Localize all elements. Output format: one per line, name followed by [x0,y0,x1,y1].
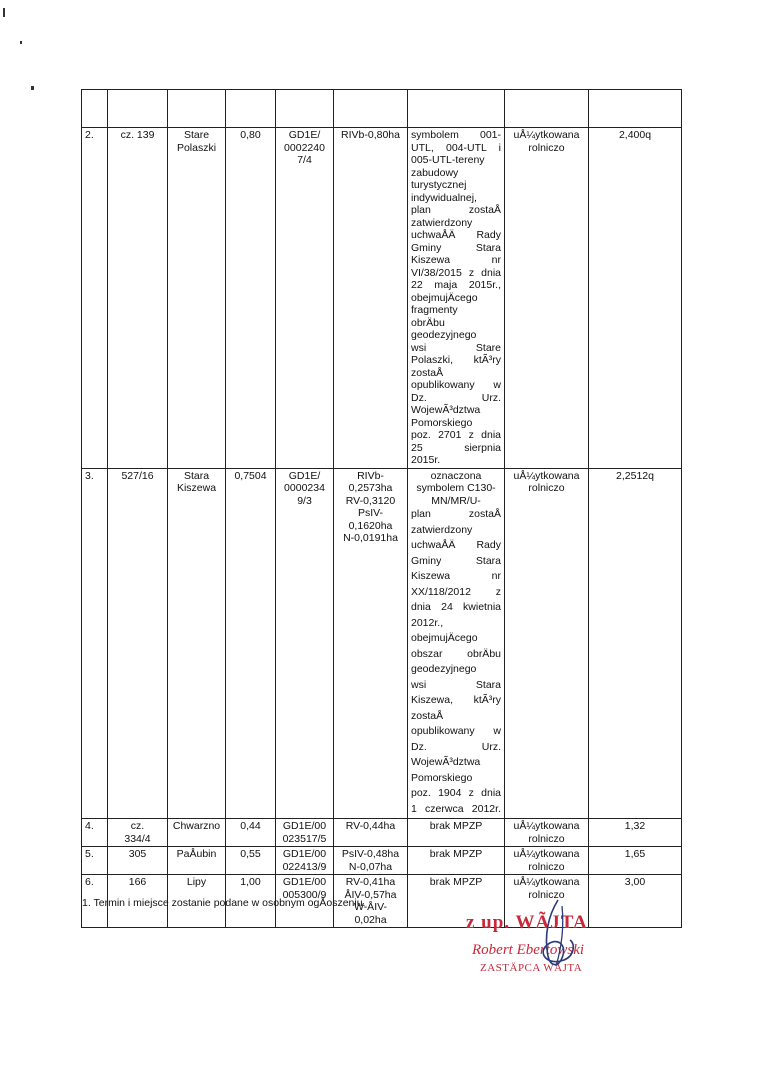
text-line: obrÄbu [411,316,445,329]
area-ha: 1,00 [226,875,276,928]
text-line: Dz. Urz. [411,391,501,404]
text-line: zostaÅ [411,366,444,379]
text-line: dnia 24 kwietnia [411,601,501,613]
soil-class: PsIV-0,48ha N-0,07ha [334,847,408,875]
text-line: fragmenty [411,304,458,316]
header-cell [334,90,408,128]
rent-value: 2,400q [589,128,682,469]
table-row [82,128,682,469]
land-register-number: GD1E/ 0000234 9/3 [276,468,334,819]
text-line: wsi Stara [411,678,501,691]
text-line: Kiszewa nr [411,570,501,582]
text-line: Gminy Stara [411,241,501,254]
soil-class: RV-0,41ha ÅIV-0,57ha W-ÅIV- 0,02ha [334,875,408,928]
stamp-title: z up. WÃJTA [466,912,588,933]
village-name: Stara Kiszewa [168,468,226,819]
rent-value: 2,2512q [589,468,682,819]
plot-number: 305 [108,847,168,875]
land-register-number: GD1E/ 0002240 7/4 [276,128,334,469]
plots-table [81,89,682,928]
plot-number: 166 [108,875,168,928]
text-line: 1 czerwca 2012r. [411,802,501,815]
text-line: poz. 1904 z dnia [411,787,501,799]
header-cell [168,90,226,128]
row-number: 5. [82,847,108,875]
row-number: 4. [82,819,108,847]
text-line: opublikowany w [411,725,501,737]
text-line: UTL, 004-UTL i [411,141,501,154]
text-line: wsi Stare [411,341,501,354]
scan-mark [3,8,5,17]
zoning-plan: brak MPZP [408,847,505,875]
header-cell [589,90,682,128]
text-line: uchwaÅÄ Rady [411,229,501,241]
land-use: uÅ¼ytkowana rolniczo [505,819,589,847]
scan-mark [20,41,22,44]
area-ha: 0,44 [226,819,276,847]
header-cell [82,90,108,128]
text-line: Gminy Stara [411,554,501,567]
text-line: zatwierdzony [411,216,473,229]
soil-class: RIVb- 0,2573ha RV-0,3120 PsIV- 0,1620ha N-0,0191ha [334,468,408,819]
text-line: 2012r., [411,616,444,629]
text-line: zostaÅ [411,709,444,722]
text-line: obszar obrÄbu [411,647,501,660]
rent-value: 1,32 [589,819,682,847]
text-line: Polaszki, ktÃ³ry [411,354,501,366]
header-cell [408,90,505,128]
area-ha: 0,55 [226,847,276,875]
soil-class: RV-0,44ha [334,819,408,847]
rent-value: 3,00 [589,875,682,928]
text-line: 2015r. [411,454,441,466]
text-line: obejmujÄcego [411,291,478,304]
row-number: 6. [82,875,108,928]
stamp-name: Robert Ebertowski [472,942,585,958]
official-stamp [460,910,630,980]
village-name: Stare Polaszki [168,128,226,469]
plot-number: cz. 139 [108,128,168,469]
header-cell [226,90,276,128]
village-name: Chwarzno [168,819,226,847]
text-line: 005-UTL-tereny [411,154,485,166]
text-line: opublikowany w [411,379,501,391]
village-name: Lipy [168,875,226,928]
zoning-plan: oznaczona symbolem C130- MN/MR/U- plan zostaÅ zatwierdzony uchwaÅÄ Rady Gminy Stara Kiszewa nr XX/118/2012 z dnia 24 kwietnia 2012r., obejmujÄcego obszar obrÄbu geodezyjnego wsi Stara Kiszewa, ktÃ³ry zostaÅ opublikowany w Dz. Urz. WojewÃ³dztwa Pomorskiego poz. 1904 z dnia 1 czerwca 2012r. [408,468,505,819]
table-row [82,847,682,875]
village-name: PaÅubin [168,847,226,875]
area-ha: 0,80 [226,128,276,469]
plot-number: 527/16 [108,468,168,819]
table-header-row [82,90,682,128]
zoning-plan: brak MPZP [408,819,505,847]
text-line: WojewÃ³dztwa [411,404,481,416]
text-line: Kiszewa, ktÃ³ry [411,694,501,706]
text-line: 22 maja 2015r., [411,279,501,291]
text-line: obejmujÄcego [411,632,478,644]
footnote: 1. Termin i miejsce zostanie podane w osobnym ogÅoszeniu. [82,897,366,909]
rent-value: 1,65 [589,847,682,875]
header-cell [108,90,168,128]
table-row [82,819,682,847]
text-line: 25 sierpnia [411,441,501,454]
text-line: poz. 2701 z dnia [411,429,501,441]
land-register-number: GD1E/00 005300/9 [276,875,334,928]
text-line: Dz. Urz. [411,740,501,753]
zoning-plan [408,128,505,469]
text-line: plan zostaÅ [411,204,501,216]
text-line: Pomorskiego [411,771,473,784]
text-line: zatwierdzony [411,523,473,536]
text-line: VI/38/2015 z dnia [411,266,501,279]
land-use: uÅ¼ytkowana rolniczo [505,468,589,819]
stamp-role: ZASTÄPCA WÃJTA [480,962,583,974]
row-number: 3. [82,468,108,819]
area-ha: 0,7504 [226,468,276,819]
text-line: zabudowy [411,166,459,179]
land-use: uÅ¼ytkowana rolniczo [505,875,589,928]
text-line: uchwaÅÄ Rady [411,539,501,551]
text-line: turystycznej [411,179,467,191]
text-line: Kiszewa nr [411,254,501,266]
text-line: symbolem 001- [411,129,501,141]
scan-mark [31,86,34,90]
header-cell [276,90,334,128]
land-use: uÅ¼ytkowana rolniczo [505,847,589,875]
text-line: XX/118/2012 z [411,585,501,598]
text-line: indywidualnej, [411,191,477,204]
text-line: geodezyjnego [411,329,477,341]
text-line: WojewÃ³dztwa [411,756,481,768]
soil-class: RIVb-0,80ha [334,128,408,469]
text-line: geodezyjnego [411,663,477,675]
text-line: Pomorskiego [411,416,473,429]
land-register-number: GD1E/00 023517/5 [276,819,334,847]
signature-icon [518,896,588,976]
text-line: plan zostaÅ [411,508,501,520]
zoning-plan: brak MPZP [408,875,505,928]
plot-number: cz. 334/4 [108,819,168,847]
land-use: uÅ¼ytkowana rolniczo [505,128,589,469]
land-register-number: GD1E/00 022413/9 [276,847,334,875]
header-cell [505,90,589,128]
table-row [82,468,682,819]
row-number: 2. [82,128,108,469]
